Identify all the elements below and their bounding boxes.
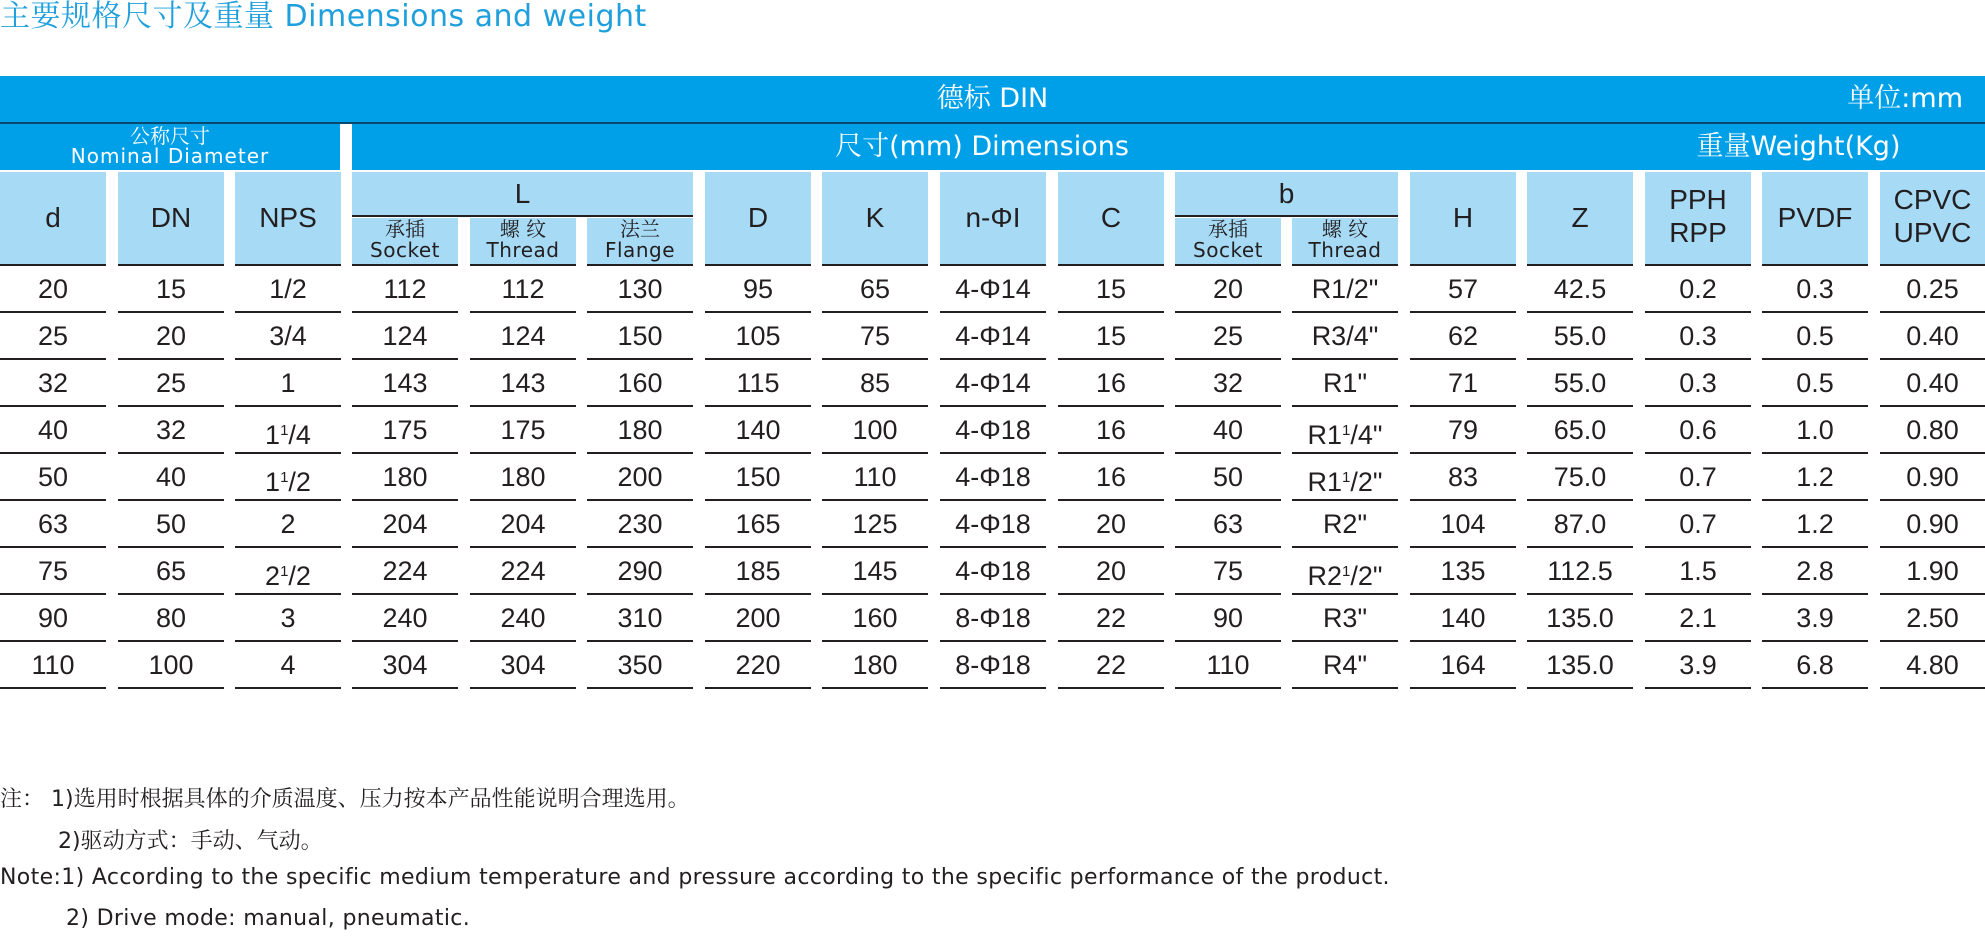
cell-d: 50: [37, 462, 69, 492]
cell-pph-rpp: 0.2: [1679, 274, 1717, 304]
header-sub-en: Flange: [605, 238, 675, 262]
cell-l-socket: 143: [382, 368, 428, 398]
cell-nps: 1: [280, 368, 296, 398]
cell-n-phi: 4-Φ14: [955, 321, 1031, 351]
cell-l-flange: 310: [617, 603, 663, 633]
cell-b-socket: 75: [1212, 556, 1244, 586]
cell-pph-rpp: 0.7: [1679, 509, 1717, 539]
row-underline: [1058, 687, 1164, 689]
cell-dn: 25: [155, 368, 187, 398]
cell-pvdf: 3.9: [1796, 603, 1834, 633]
header-sub-en: Socket: [1193, 238, 1263, 262]
page-title: 主要规格尺寸及重量 Dimensions and weight: [0, 0, 647, 34]
cell-h: 164: [1440, 650, 1486, 680]
cell-b-thread: $R2^1/2$": [1307, 561, 1383, 591]
dimensions-label: 尺寸(mm) Dimensions: [835, 131, 1129, 162]
cell-n-phi: 4-Φ18: [955, 509, 1031, 539]
cell-l-socket: 112: [383, 274, 427, 304]
cell-dn: 15: [155, 274, 187, 304]
cell-h: 135: [1440, 556, 1486, 586]
cell-n-phi: 4-Φ18: [955, 415, 1031, 445]
cell-nps: 4: [280, 650, 296, 680]
cell-cpvc-upvc: 0.25: [1906, 274, 1959, 304]
row-underline: [1292, 687, 1398, 689]
weight-label: 重量Weight(Kg): [1696, 131, 1901, 162]
row-underline: [940, 687, 1046, 689]
cell-k: 125: [852, 509, 898, 539]
cell-cpvc-upvc: 1.90: [1906, 556, 1959, 586]
cell-dn: 20: [155, 321, 187, 351]
cell-b-thread: R3/4": [1311, 321, 1379, 351]
cell-nps: $1^1/4$: [265, 420, 311, 450]
note-en-2: 2) Drive mode: manual, pneumatic.: [66, 906, 471, 931]
header-n-phi: n-ΦI: [940, 172, 1046, 264]
cell-pvdf: 1.0: [1796, 415, 1834, 445]
header-l-socket: [352, 218, 458, 264]
cell-k: 160: [852, 603, 898, 633]
cell-nps: 2: [280, 509, 296, 539]
cell-cpvc-upvc: 0.80: [1906, 415, 1959, 445]
cell-d-outer: 185: [735, 556, 781, 586]
cell-dn: 50: [155, 509, 187, 539]
cell-cpvc-upvc: 0.40: [1906, 321, 1959, 351]
cell-d-outer: 115: [736, 368, 780, 398]
cell-pvdf: 1.2: [1796, 462, 1834, 492]
header-c: C: [1058, 172, 1164, 264]
note-en-1: Note:1) According to the specific medium temperature and pressure according to the specific performance of the product.: [0, 865, 1390, 890]
cell-cpvc-upvc: 0.90: [1906, 509, 1959, 539]
header-b-thread: [1292, 218, 1398, 264]
cell-b-socket: 32: [1212, 368, 1244, 398]
cell-b-socket: 25: [1212, 321, 1244, 351]
cell-nps: $2^1/2$: [265, 561, 311, 591]
cell-z: 135.0: [1546, 603, 1614, 633]
nominal-diameter-label: [0, 124, 340, 170]
cell-pvdf: 2.8: [1796, 556, 1834, 586]
header-sub-cn: 螺 纹: [1321, 217, 1369, 241]
cell-l-socket: 224: [382, 556, 428, 586]
nominal-cn: 公称尺寸: [130, 124, 210, 148]
cell-b-socket: 110: [1206, 650, 1250, 680]
cell-pph-rpp: 2.1: [1679, 603, 1717, 633]
cell-pph-rpp: 0.7: [1679, 462, 1717, 492]
cell-n-phi: 8-Φ18: [955, 603, 1031, 633]
cell-dn: 100: [148, 650, 194, 680]
cell-k: 85: [859, 368, 891, 398]
cell-b-thread: R4": [1322, 650, 1368, 680]
header-pvdf: PVDF: [1762, 172, 1868, 264]
cell-pph-rpp: 3.9: [1679, 650, 1717, 680]
cell-b-socket: 40: [1212, 415, 1244, 445]
cell-b-thread: R1/2": [1311, 274, 1379, 304]
cell-l-flange: 160: [617, 368, 663, 398]
cell-pvdf: 0.5: [1796, 321, 1834, 351]
header-sub-cn: 螺 纹: [499, 217, 547, 241]
cell-l-socket: 180: [382, 462, 428, 492]
cell-n-phi: 4-Φ18: [955, 556, 1031, 586]
cell-c: 16: [1095, 368, 1127, 398]
header-rpp: RPP: [1669, 217, 1727, 248]
cell-k: 145: [852, 556, 898, 586]
cell-d: 110: [31, 650, 75, 680]
header-pph: PPH: [1669, 184, 1727, 215]
cell-b-socket: 90: [1212, 603, 1244, 633]
header-sub-cn: 承插: [385, 217, 425, 241]
cell-nps: $1^1/2$: [265, 467, 311, 497]
standard-label: 德标 DIN: [936, 83, 1049, 114]
cell-l-flange: 200: [617, 462, 663, 492]
cell-d: 20: [37, 274, 69, 304]
cell-pvdf: 0.3: [1796, 274, 1834, 304]
header-l-flange: [587, 218, 693, 264]
cell-pvdf: 1.2: [1796, 509, 1834, 539]
row-underline: [1175, 687, 1281, 689]
cell-l-thread: 175: [500, 415, 546, 445]
cell-b-socket: 63: [1212, 509, 1244, 539]
unit-label: 单位:mm: [1847, 83, 1963, 114]
cell-h: 62: [1447, 321, 1479, 351]
cell-d-outer: 220: [735, 650, 781, 680]
cell-h: 83: [1447, 462, 1479, 492]
header-nps: NPS: [235, 172, 341, 264]
cell-cpvc-upvc: 4.80: [1906, 650, 1959, 680]
cell-l-socket: 204: [382, 509, 428, 539]
cell-l-thread: 304: [500, 650, 546, 680]
cell-l-thread: 240: [500, 603, 546, 633]
cell-nps: 3: [280, 603, 296, 633]
cell-pph-rpp: 0.6: [1679, 415, 1717, 445]
cell-pvdf: 0.5: [1796, 368, 1834, 398]
header-sub-en: Thread: [1308, 238, 1382, 262]
row-underline: [470, 687, 576, 689]
cell-d-outer: 150: [735, 462, 781, 492]
row-underline: [705, 687, 811, 689]
cell-l-socket: 240: [382, 603, 428, 633]
cell-l-socket: 304: [382, 650, 428, 680]
header-sub-cn: 承插: [1208, 217, 1248, 241]
cell-l-thread: 204: [500, 509, 546, 539]
cell-k: 75: [859, 321, 891, 351]
cell-l-thread: 124: [500, 321, 546, 351]
cell-d: 40: [37, 415, 69, 445]
header-z: Z: [1527, 172, 1633, 264]
cell-n-phi: 4-Φ18: [955, 462, 1031, 492]
cell-h: 79: [1447, 415, 1479, 445]
cell-b-thread: $R1^1/4$": [1307, 420, 1383, 450]
cell-l-flange: 290: [617, 556, 663, 586]
cell-n-phi: 4-Φ14: [955, 368, 1031, 398]
cell-z: 87.0: [1553, 509, 1607, 539]
cell-z: 55.0: [1553, 368, 1607, 398]
cell-l-thread: 224: [500, 556, 546, 586]
note-cn-1: 注： 1)选用时根据具体的介质温度、压力按本产品性能说明合理选用。: [0, 787, 690, 812]
cell-l-flange: 350: [617, 650, 663, 680]
cell-pph-rpp: 0.3: [1679, 321, 1717, 351]
cell-l-socket: 175: [382, 415, 428, 445]
cell-c: 20: [1095, 509, 1127, 539]
header-h: H: [1410, 172, 1516, 264]
row-underline: [587, 687, 693, 689]
header-pph-rpp: [1645, 172, 1751, 264]
row-underline: [1527, 687, 1633, 689]
cell-z: 112.5: [1547, 556, 1613, 586]
cell-dn: 80: [155, 603, 187, 633]
header-sub-cn: 法兰: [620, 217, 660, 241]
cell-c: 22: [1095, 650, 1127, 680]
cell-b-thread: R2": [1322, 509, 1368, 539]
cell-h: 71: [1447, 368, 1479, 398]
cell-pph-rpp: 0.3: [1679, 368, 1717, 398]
cell-nps: 1/2: [269, 274, 307, 304]
row-underline: [1645, 687, 1751, 689]
cell-l-flange: 230: [617, 509, 663, 539]
cell-l-flange: 150: [617, 321, 663, 351]
cell-pvdf: 6.8: [1796, 650, 1834, 680]
cell-z: 135.0: [1546, 650, 1614, 680]
cell-d-outer: 140: [735, 415, 781, 445]
cell-l-thread: 143: [500, 368, 546, 398]
cell-k: 110: [853, 462, 897, 492]
header-cpvc-upvc: [1880, 172, 1985, 264]
cell-h: 57: [1447, 274, 1479, 304]
cell-k: 65: [859, 274, 891, 304]
cell-b-thread: $R1^1/2$": [1307, 467, 1383, 497]
band-gap: [340, 124, 352, 172]
header-d-outer: D: [705, 172, 811, 264]
row-underline: [235, 687, 341, 689]
cell-d: 75: [37, 556, 69, 586]
cell-z: 42.5: [1553, 274, 1607, 304]
cell-c: 16: [1095, 462, 1127, 492]
header-d: d: [0, 172, 106, 264]
cell-l-thread: 180: [500, 462, 546, 492]
cell-l-socket: 124: [382, 321, 428, 351]
cell-z: 55.0: [1553, 321, 1607, 351]
cell-cpvc-upvc: 0.40: [1906, 368, 1959, 398]
header-sub-en: Thread: [486, 238, 560, 262]
cell-cpvc-upvc: 0.90: [1906, 462, 1959, 492]
header-group-b: b: [1175, 172, 1398, 216]
row-underline: [822, 687, 928, 689]
cell-n-phi: 4-Φ14: [955, 274, 1031, 304]
row-underline: [118, 687, 224, 689]
cell-l-thread: 112: [501, 274, 545, 304]
cell-d: 90: [37, 603, 69, 633]
cell-d-outer: 95: [742, 274, 774, 304]
cell-c: 15: [1095, 321, 1127, 351]
cell-l-flange: 180: [617, 415, 663, 445]
cell-cpvc-upvc: 2.50: [1906, 603, 1959, 633]
cell-b-socket: 50: [1212, 462, 1244, 492]
cell-c: 22: [1095, 603, 1127, 633]
nominal-en: Nominal Diameter: [70, 144, 270, 168]
row-underline: [1880, 687, 1985, 689]
cell-d-outer: 165: [735, 509, 781, 539]
header-group-L: L: [352, 172, 693, 216]
cell-nps: 3/4: [269, 321, 307, 351]
cell-pph-rpp: 1.5: [1679, 556, 1717, 586]
header-sub-en: Socket: [370, 238, 440, 262]
cell-d: 32: [37, 368, 69, 398]
cell-h: 140: [1440, 603, 1486, 633]
header-cpvc: CPVC: [1893, 184, 1972, 215]
cell-b-socket: 20: [1212, 274, 1244, 304]
cell-b-thread: R3": [1322, 603, 1368, 633]
header-l-thread: [470, 218, 576, 264]
header-dn: DN: [118, 172, 224, 264]
cell-h: 104: [1440, 509, 1486, 539]
cell-n-phi: 8-Φ18: [955, 650, 1031, 680]
note-cn-2: 2)驱动方式：手动、气动。: [58, 829, 323, 854]
cell-c: 16: [1095, 415, 1127, 445]
cell-d: 25: [37, 321, 69, 351]
row-underline: [1410, 687, 1516, 689]
cell-dn: 32: [155, 415, 187, 445]
cell-c: 15: [1095, 274, 1127, 304]
cell-k: 180: [852, 650, 898, 680]
cell-dn: 65: [155, 556, 187, 586]
row-underline: [1762, 687, 1868, 689]
cell-z: 75.0: [1553, 462, 1607, 492]
cell-k: 100: [852, 415, 898, 445]
cell-d-outer: 105: [735, 321, 781, 351]
cell-b-thread: R1": [1322, 368, 1368, 398]
header-b-socket: [1175, 218, 1281, 264]
cell-l-flange: 130: [617, 274, 663, 304]
cell-d-outer: 200: [735, 603, 781, 633]
cell-d: 63: [37, 509, 69, 539]
header-k: K: [822, 172, 928, 264]
standard-band: [0, 76, 1985, 122]
cell-dn: 40: [155, 462, 187, 492]
row-underline: [352, 687, 458, 689]
header-upvc: UPVC: [1893, 217, 1972, 248]
cell-z: 65.0: [1553, 415, 1607, 445]
row-underline: [0, 687, 106, 689]
cell-c: 20: [1095, 556, 1127, 586]
